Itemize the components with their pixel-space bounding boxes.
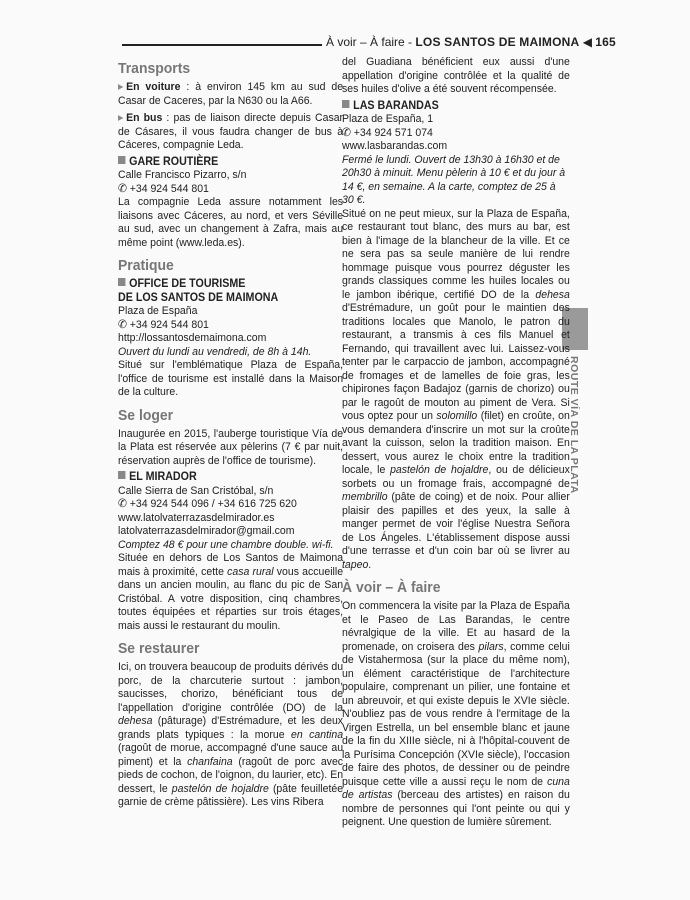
venue-gare-routiere: GARE ROUTIÈRE <box>118 156 343 170</box>
square-bullet-icon <box>342 100 349 108</box>
square-bullet-icon <box>118 471 125 479</box>
transport-car: ▸ En voiture : à environ 145 km au sud de Casar de Caceres, par la N630 ou la A66. <box>118 81 344 107</box>
mirador-address: Calle Sierra de San Cristóbal, s/n <box>118 484 274 497</box>
mirador-text: Située en dehors de Los Santos de Maimona mais à proximité, cette casa rural vous accueille dans un ancien moulin, au flanc du pic de San Cristóbal. A votre disposition, cinq chambres, toutes équipées et réparties sur trois étages, mais aussi le restaurant du moulin. <box>118 552 344 632</box>
restaurer-continued: del Guadiana bénéficient eux aussi d'une appellation d'origine contrôlée et la qualité de ses huiles d'olive a été souvent récompensée. <box>342 56 570 95</box>
venue-el-mirador: EL MIRADOR <box>118 471 343 485</box>
square-bullet-icon <box>118 278 125 286</box>
venue-las-barandas: LAS BARANDAS <box>342 100 570 114</box>
header-rule <box>122 44 322 46</box>
barandas-address: Plaza de España, 1 <box>342 113 434 125</box>
gare-text: La compagnie Leda assure notamment les liaisons avec Cáceres, au nord, et vers Séville au sud, avec un changement à Zafra, mais au même point (www.leda.es). <box>118 196 344 249</box>
mirador-price: Comptez 48 € pour une chambre double. wi-fi. <box>118 538 334 551</box>
right-column <box>342 56 570 830</box>
section-title-loger: Se loger <box>118 406 174 424</box>
office-address: Plaza de España <box>118 305 198 317</box>
chapter-label: ROUTE VÍA DE LA PLATA <box>568 356 580 494</box>
header-section: À voir – À faire - <box>326 35 416 49</box>
barandas-text: Situé on ne peut mieux, sur la Plaza de España, ce restaurant tout blanc, des murs au bar, est bien à l'image de la blancheur de la ville. Et ce ne sera pas sa seule manière de lui rendre hommage puisque vous pourrez déguster les grands classiques comme les huiles locales ou le jambon ibérique, certifié DO de la dehesa d'Estrémadure, un goût pour le maintien des traditions locales que Manolo, le patron du restaurant, a transmis à ces fils Manuel et Fernando, qui travaillent avec lui. Laissez-vous tenter par le carpaccio de jambon, accompagné de fromages et de lamelles de foie gras, les chipirones façon Badajoz (garnis de chorizo) ou par le ragoût de mouton au piment de Vera. Si vous optez pour un solomillo (filet) en croûte, on vous demandera d'inscrire un mot sur la croûte avant la cuisson, selon la tradition maison. En dessert, vous aurez le choix entre la tradition locale, le pastelón de hojaldre, ou de délicieux sorbets ou un fromage frais, accompagné de membrillo (pâte de coing) et de noix. Pour allier plaisir des papilles et des yeux, la salle à manger permet de voir l'église Nuestra Señora de Los Ángeles. L'établissement dispose aussi d'une terrasse et d'un coin bar où se livrer au tapeo. <box>342 207 570 571</box>
office-hours: Ouvert du lundi au vendredi, de 8h à 14h. <box>118 345 312 358</box>
gare-address: Calle Francisco Pizarro, s/n <box>118 169 247 181</box>
mirador-url: www.latolvaterrazasdelmirador.es <box>118 511 275 524</box>
page-number: 165 <box>595 35 616 49</box>
header-place: LOS SANTOS DE MAIMONA <box>415 35 580 49</box>
loger-text: Inaugurée en 2015, l'auberge touristique Vía de la Plata est réservée aux pèlerins (7 € par nuit, réservation auprès de l'office de tourisme). <box>118 427 344 467</box>
office-phone: ✆ +34 924 544 801 <box>118 318 209 331</box>
header-arrow-icon: ◀ <box>582 35 592 49</box>
section-title-restaurer: Se restaurer <box>118 640 200 657</box>
gare-phone: ✆ +34 924 544 801 <box>118 182 209 195</box>
venue-office-tourisme: OFFICE DE TOURISME DE LOS SANTOS DE MAIMONA <box>118 278 279 304</box>
mirador-email: latolvaterrazasdelmirador@gmail.com <box>118 525 295 537</box>
running-header <box>326 35 616 49</box>
section-title-voir: À voir – À faire <box>342 579 441 596</box>
bullet-icon: ▸ <box>118 81 124 93</box>
barandas-url: www.lasbarandas.com <box>342 140 448 152</box>
mirador-phone: ✆ +34 924 544 096 / +34 616 725 620 <box>118 498 297 510</box>
section-title-transports: Transports <box>118 60 191 77</box>
bullet-icon: ▸ <box>118 112 124 124</box>
voir-text: On commencera la visite par la Plaza de España et le Paseo de Las Barandas, le centre névralgique de la ville. Et au hasard de la promenade, on croisera des pilars, comme celui de Vistahermosa (sur la place du même nom), un élément caractéristique de l'architecture populaire, comprenant un pilier, une fontaine et un abreuvoir, et qui existe depuis le XVIe siècle. N'oubliez pas de vous rendre à l'ermitage de la Virgen Estrella, un bel ensemble blanc et jaune de la fin du XIIIe siècle, ni à l'hôpital-couvent de la Purísima Concepción (XVIe siècle), l'occasion de faire des photos, de dessiner ou de peindre puisque cette ville a aussi reçu le nom de cuna de artistas (berceau des artistes) en raison du nombre de personnes qui l'ont peinte ou qui y peignent. Une question de lumière sûrement. <box>342 600 570 828</box>
barandas-phone: ✆ +34 924 571 074 <box>342 126 433 139</box>
office-url: http://lossantosdemaimona.com <box>118 332 267 344</box>
left-column <box>118 56 343 810</box>
barandas-hours: Fermé le lundi. Ouvert de 13h30 à 16h30 et de 20h30 à minuit. Menu pèlerin à 10 € et du jour à 14 €, en semaine. A la carte, comptez de 25 à 30 €. <box>342 153 566 206</box>
restaurer-text: Ici, on trouvera beaucoup de produits dérivés du porc, de la charcuterie surtout : jambon, saucisses, chorizo, bénéficiant tous de l'appellation d'origine contrôlée (DO) de la dehesa (pâturage) d'Estrémadure, et les deux grands plats typiques : la morue en cantina (ragoût de morue, accompagné d'une sauce au piment) et la chanfaina (ragoût de porc avec pieds de cochon, de l'oignon, du laurier, etc). En dessert, le pastelón de hojaldre (pâte feuilletée garnie de crème pâtissière). Les vins Ribera <box>118 661 344 808</box>
section-title-pratique: Pratique <box>118 257 174 274</box>
office-text: Situé sur l'emblématique Plaza de España, l'office de tourisme est installé dans la Maison de la culture. <box>118 359 344 398</box>
transport-bus: ▸ En bus : pas de liaison directe depuis Casar de Cásares, il vous faudra changer de bus à Cáceres, compagnie Leda. <box>118 112 344 151</box>
square-bullet-icon <box>118 156 125 164</box>
